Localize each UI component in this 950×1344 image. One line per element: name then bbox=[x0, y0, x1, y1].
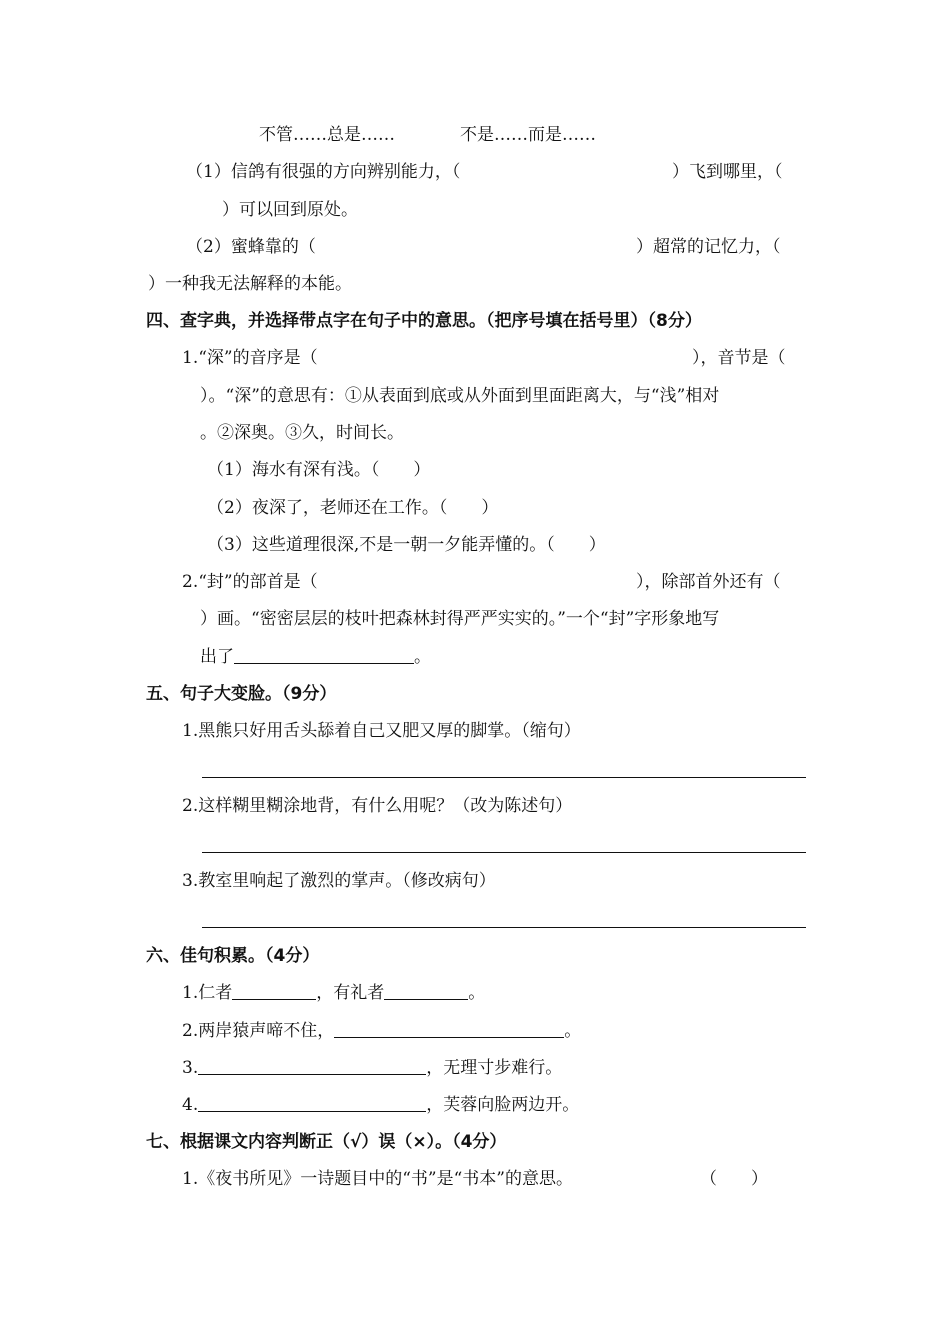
s4-q1-sentence-2: （2）夜深了，老师还在工作。（ ） bbox=[207, 498, 499, 518]
answer-line-3[interactable] bbox=[202, 927, 806, 928]
section-7-title: 七、根据课文内容判断正（√）误（×）。（4分） bbox=[146, 1132, 507, 1152]
s4-q1-sentence-3: （3）这些道理很深,不是一朝一夕能弄懂的。（ ） bbox=[207, 535, 606, 555]
answer-line-1[interactable] bbox=[202, 777, 806, 778]
s4-q1-sentence-1: （1）海水有深有浅。（ ） bbox=[207, 460, 431, 480]
s6-q1-part-a: 1.仁者 bbox=[182, 983, 233, 1003]
answer-blank[interactable] bbox=[384, 983, 468, 1000]
s6-q1-part-c: 。 bbox=[468, 983, 486, 1003]
connector-pair-2: 不是……而是…… bbox=[460, 125, 596, 145]
s6-q2-part-b: 。 bbox=[564, 1021, 582, 1041]
answer-blank[interactable] bbox=[334, 1021, 564, 1038]
s4-q1-part-c: ）。“深”的意思有：①从表面到底或从外面到里面距离大，与“浅”相对 bbox=[200, 386, 720, 406]
q3-item2-part-a: （2）蜜蜂靠的（ bbox=[186, 237, 316, 257]
s6-q2-part-a: 2.两岸猿声啼不住， bbox=[182, 1021, 335, 1041]
s6-q4-part-b: ，芙蓉向脸两边开。 bbox=[426, 1095, 580, 1115]
s5-q3: 3.教室里响起了激烈的掌声。（修改病句） bbox=[182, 871, 496, 891]
s6-q3-part-a: 3. bbox=[182, 1058, 199, 1078]
section-5-title: 五、句子大变脸。（9分） bbox=[146, 684, 337, 704]
s6-q4 bbox=[182, 1094, 579, 1116]
s6-q3 bbox=[182, 1057, 562, 1079]
s7-q1-answer-paren[interactable]: （ ） bbox=[700, 1169, 768, 1189]
q3-item1-part-a: （1）信鸽有很强的方向辨别能力，（ bbox=[186, 162, 461, 182]
q3-item1-part-c: ）可以回到原处。 bbox=[222, 200, 358, 220]
s4-q2-part-c: ）画。“密密层层的枝叶把森林封得严严实实的。”一个“封”字形象地写 bbox=[200, 609, 720, 629]
section-4-title: 四、查字典，并选择带点字在句子中的意思。（把序号填在括号里）（8分） bbox=[146, 311, 702, 331]
s4-q2-part-a: 2.“封”的部首是（ bbox=[182, 572, 318, 592]
s4-q2-part-d: 出了 bbox=[200, 647, 234, 667]
s4-q2-part-e: 。 bbox=[414, 647, 431, 667]
s7-q1: 1.《夜书所见》一诗题目中的“书”是“书本”的意思。 bbox=[182, 1169, 573, 1189]
s4-q1-part-a: 1.“深”的音序是（ bbox=[182, 348, 318, 368]
s6-q1 bbox=[182, 982, 485, 1004]
s5-q2: 2.这样糊里糊涂地背，有什么用呢？（改为陈述句） bbox=[182, 796, 573, 816]
s6-q2 bbox=[182, 1020, 581, 1042]
s4-q2-line bbox=[200, 646, 431, 668]
answer-line-2[interactable] bbox=[202, 852, 806, 853]
answer-blank[interactable] bbox=[234, 647, 414, 664]
s4-q1-part-d: 。②深奥。③久，时间长。 bbox=[200, 423, 404, 443]
q3-item1-part-b: ）飞到哪里，（ bbox=[672, 162, 783, 182]
s4-q2-part-b: ），除部首外还有（ bbox=[636, 572, 781, 592]
q3-item2-part-b: ）超常的记忆力，（ bbox=[636, 237, 781, 257]
s6-q4-part-a: 4. bbox=[182, 1095, 199, 1115]
section-6-title: 六、佳句积累。（4分） bbox=[146, 946, 320, 966]
connector-pair-1: 不管……总是…… bbox=[259, 125, 395, 145]
s6-q1-part-b: ，有礼者 bbox=[316, 983, 385, 1003]
q3-item2-part-c: ）一种我无法解释的本能。 bbox=[148, 274, 352, 294]
answer-blank[interactable] bbox=[232, 983, 316, 1000]
s5-q1: 1.黑熊只好用舌头舔着自己又肥又厚的脚掌。（缩句） bbox=[182, 721, 581, 741]
s4-q1-part-b: ），音节是（ bbox=[692, 348, 786, 368]
answer-blank[interactable] bbox=[198, 1058, 426, 1075]
s6-q3-part-b: ，无理寸步难行。 bbox=[426, 1058, 563, 1078]
answer-blank[interactable] bbox=[198, 1095, 426, 1112]
